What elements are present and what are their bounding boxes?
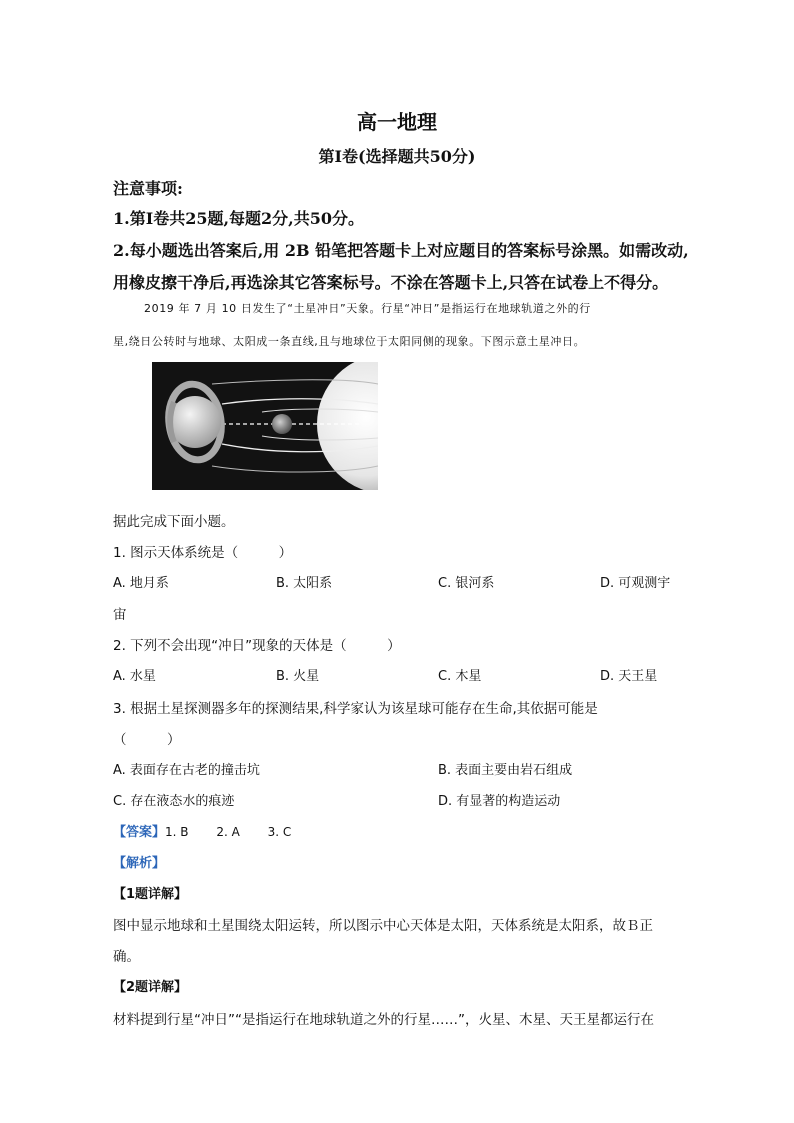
page-subtitle: 第Ⅰ卷(选择题共50分) — [318, 147, 476, 166]
question-2-option-b: B. 火星 — [276, 669, 320, 684]
question-3-stem: 3. 根据土星探测器多年的探测结果,科学家认为该星球可能存在生命,其依据可能是 — [113, 701, 598, 717]
question-3-option-b: B. 表面主要由岩石组成 — [438, 763, 573, 778]
answer-line — [113, 821, 291, 840]
detail-2-line-1: 材料提到行星“冲日”“是指运行在地球轨道之外的行星……”，火星、木星、天王星都运行在 — [113, 1012, 654, 1028]
analysis-heading: 【解析】 — [113, 856, 166, 871]
question-1-option-b: B. 太阳系 — [276, 576, 333, 591]
question-1-option-d: D. 可观测宇 — [600, 576, 671, 591]
earth-shape — [272, 414, 292, 434]
material-line-2: 星,绕日公转时与地球、太阳成一条直线,且与地球位于太阳同侧的现象。下图示意土星冲日。 — [113, 335, 586, 348]
question-2-option-d: D. 天王星 — [600, 669, 658, 684]
question-2-option-c: C. 木星 — [438, 669, 482, 684]
page-title: 高一地理 — [357, 110, 437, 134]
notes-item-2-line-2: 用橡皮擦干净后,再选涂其它答案标号。不涂在答题卡上,只答在试卷上不得分。 — [113, 273, 669, 292]
notes-heading: 注意事项: — [113, 179, 183, 198]
question-1-stem: 1. 图示天体系统是（ ） — [113, 545, 293, 561]
question-2-option-a: A. 水星 — [113, 669, 156, 684]
question-3-option-a: A. 表面存在古老的撞击坑 — [113, 763, 260, 778]
material-line-1: 2019 年 7 月 10 日发生了“土星冲日”天象。行星“冲日”是指运行在地球轨道之外的行 — [144, 302, 591, 315]
detail-1-line-1: 图中显示地球和土星围绕太阳运转，所以图示中心天体是太阳，天体系统是太阳系，故Ｂ正 — [113, 918, 653, 934]
question-2-stem: 2. 下列不会出现“冲日”现象的天体是（ ） — [113, 638, 401, 654]
intro-text: 据此完成下面小题。 — [113, 514, 235, 530]
question-3-option-c: C. 存在液态水的痕迹 — [113, 794, 235, 809]
answer-values: 1. B 2. A 3. C — [165, 825, 292, 839]
question-3-option-d: D. 有显著的构造运动 — [438, 794, 561, 809]
question-1-option-c: C. 银河系 — [438, 576, 495, 591]
detail-1-line-2: 确。 — [113, 949, 140, 965]
question-3-stem-cont: （ ） — [113, 732, 181, 748]
question-1-option-a: A. 地月系 — [113, 576, 169, 591]
saturn-shape — [169, 396, 221, 448]
notes-item-1: 1.第Ⅰ卷共25题,每题2分,共50分。 — [113, 209, 364, 228]
question-1-option-d-wrap: 宙 — [113, 607, 127, 623]
detail-2-title: 【2题详解】 — [113, 980, 188, 995]
detail-1-title: 【1题详解】 — [113, 887, 188, 902]
notes-item-2-line-1: 2.每小题选出答案后,用 2B 铅笔把答题卡上对应题目的答案标号涂黑。如需改动, — [113, 241, 689, 260]
saturn-opposition-figure — [152, 362, 378, 490]
answer-tag: 【答案】 — [113, 825, 166, 840]
